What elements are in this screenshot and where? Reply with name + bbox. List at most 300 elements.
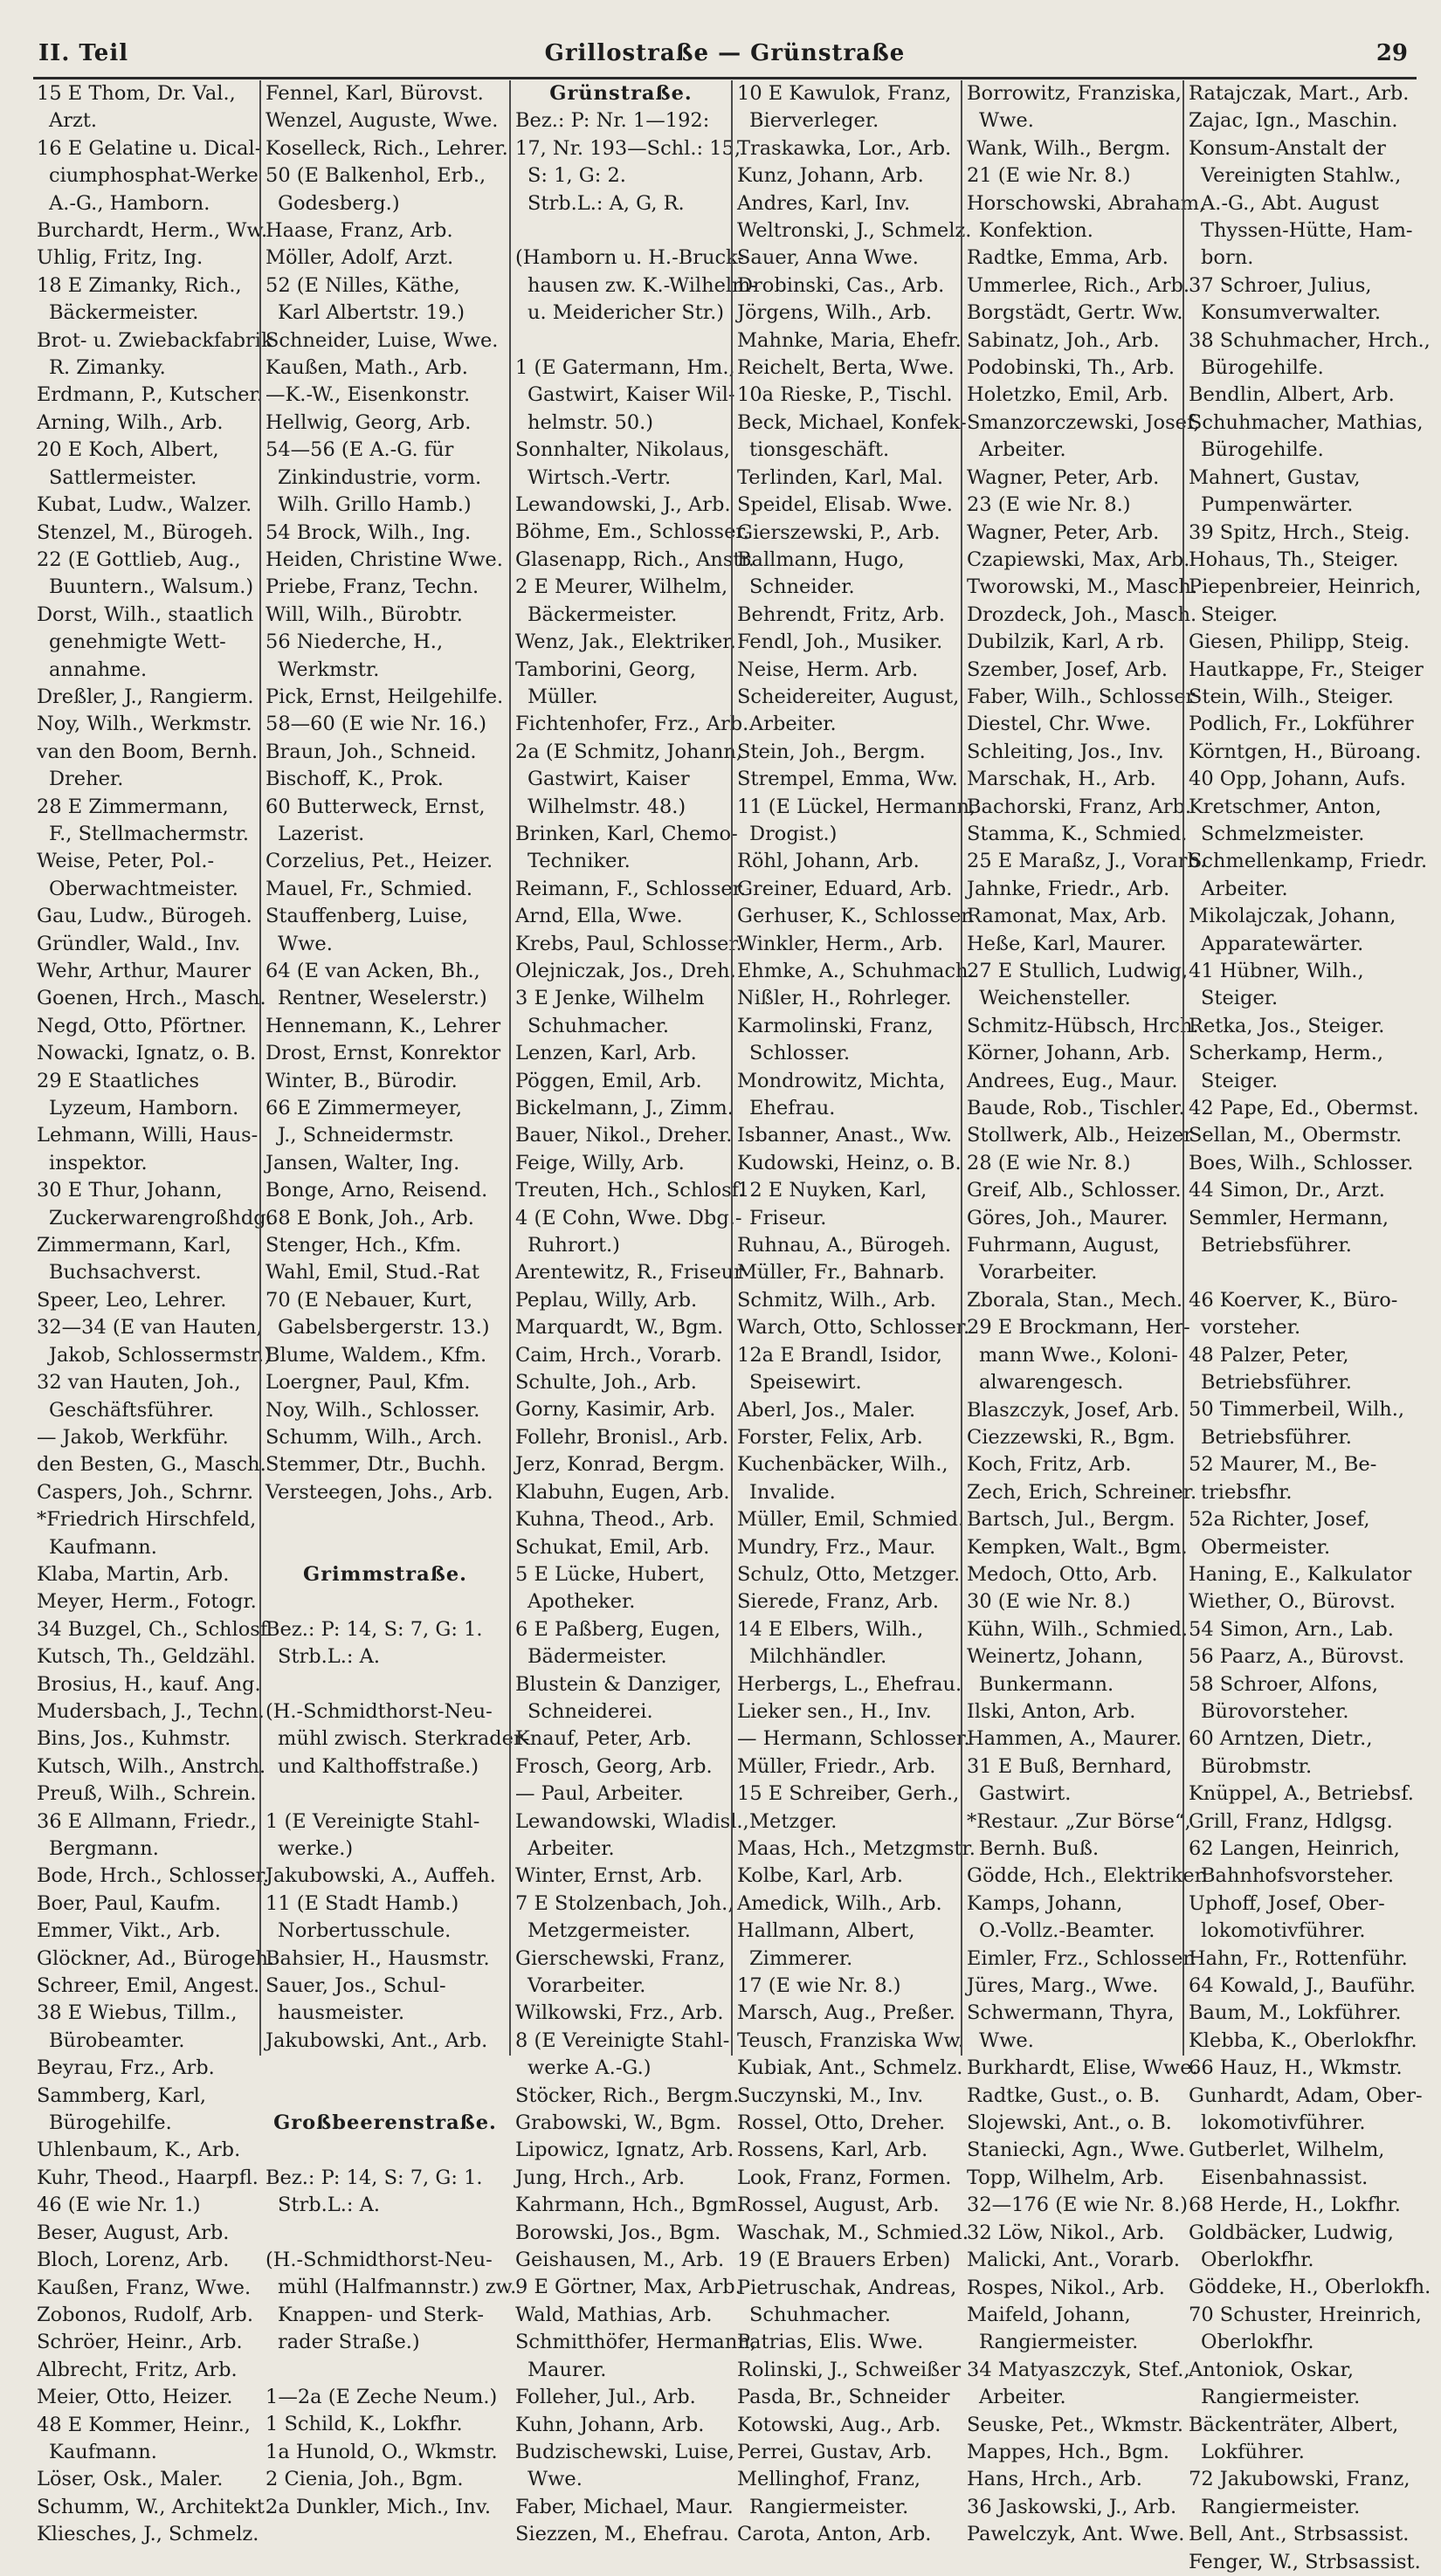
column-5 bbox=[963, 80, 1209, 2546]
directory-entry: Löser, Osk., Maler. bbox=[37, 2468, 224, 2491]
directory-entry: Rossel, Otto, Dreher. bbox=[737, 2111, 946, 2135]
directory-entry: 39 Spitz, Hrch., Steig. bbox=[1189, 520, 1410, 544]
directory-entry: Fennel, Karl, Bürovst. bbox=[265, 82, 484, 105]
directory-entry: Jörgens, Wilh., Arb. bbox=[737, 301, 933, 325]
directory-entry: 60 Arntzen, Dietr., bbox=[1189, 1727, 1373, 1751]
directory-entry: 62 Langen, Heinrich, bbox=[1189, 1836, 1400, 1860]
directory-entry: 1a Hunold, O., Wkmstr. bbox=[265, 2440, 498, 2463]
directory-entry: Gründler, Wald., Inv. bbox=[37, 932, 241, 955]
directory-entry: 18 E Zimanky, Rich., bbox=[37, 273, 242, 297]
directory-entry: genehmigte Wett- bbox=[49, 630, 226, 654]
directory-entry: Bädermeister. bbox=[527, 1645, 667, 1669]
directory-entry: 58—60 (E wie Nr. 16.) bbox=[265, 713, 487, 736]
directory-entry: Gierschewski, Franz, bbox=[515, 1946, 726, 1970]
directory-entry: Drobinski, Cas., Arb. bbox=[737, 273, 945, 297]
directory-entry: Neise, Herm. Arb. bbox=[737, 658, 919, 681]
directory-entry: Stenger, Hch., Kfm. bbox=[265, 1234, 462, 1257]
spacer bbox=[265, 1780, 505, 1808]
directory-entry: Heiden, Christine Wwe. bbox=[265, 548, 503, 571]
column-divider bbox=[731, 80, 733, 2056]
directory-entry: Möller, Adolf, Arzt. bbox=[265, 246, 454, 270]
directory-entry: Rossel, August, Arb. bbox=[737, 2194, 940, 2217]
directory-entry: Müller. bbox=[527, 685, 598, 708]
directory-entry: O.-Vollz.-Beamter. bbox=[979, 1919, 1155, 1943]
directory-entry: Priebe, Franz, Techn. bbox=[265, 575, 479, 599]
directory-entry: Treuten, Hch., Schlosf. bbox=[515, 1179, 745, 1202]
directory-entry: Pumpenwärter. bbox=[1201, 493, 1354, 517]
directory-entry: Speisewirt. bbox=[749, 1371, 862, 1395]
directory-entry: Baum, M., Lokführer. bbox=[1189, 2001, 1402, 2025]
directory-entry: Kaufmann. bbox=[49, 2440, 157, 2463]
columns-container bbox=[33, 80, 1431, 2573]
column-3 bbox=[512, 80, 758, 2546]
directory-entry: Karmolinski, Franz, bbox=[737, 1014, 934, 1037]
directory-entry: Thyssen-Hütte, Ham- bbox=[1201, 219, 1413, 243]
directory-entry: 32—34 (E van Hauten, bbox=[37, 1316, 263, 1340]
directory-entry: 42 Pape, Ed., Obermst. bbox=[1189, 1097, 1419, 1120]
directory-entry: —K.-W., Eisenkonstr. bbox=[265, 383, 471, 407]
directory-entry: Szember, Josef, Arb. bbox=[967, 658, 1169, 681]
directory-entry: Bins, Jos., Kuhmstr. bbox=[37, 1727, 231, 1751]
directory-entry: Knüppel, A., Betriebsf. bbox=[1189, 1782, 1414, 1806]
directory-entry: Semmler, Hermann, bbox=[1189, 1206, 1389, 1229]
directory-entry: Pick, Ernst, Heilgehilfe. bbox=[265, 685, 504, 708]
directory-entry: Kuhn, Johann, Arb. bbox=[515, 2413, 705, 2436]
directory-entry: Bürogehilfe. bbox=[49, 2111, 172, 2135]
directory-entry: vorsteher. bbox=[1201, 1316, 1301, 1340]
directory-entry: Ratajczak, Mart., Arb. bbox=[1189, 82, 1410, 105]
directory-entry: Klebba, K., Oberlokfhr. bbox=[1189, 2028, 1417, 2052]
directory-entry: Wenz, Jak., Elektriker. bbox=[515, 630, 736, 654]
directory-entry: Hohaus, Th., Steiger. bbox=[1189, 548, 1399, 571]
directory-entry: 9 E Görtner, Max, Arb. bbox=[515, 2276, 741, 2299]
directory-entry: Stenzel, M., Bürogeh. bbox=[37, 520, 254, 544]
directory-entry: Wehr, Arthur, Maurer bbox=[37, 960, 252, 982]
directory-entry: Ehefrau. bbox=[749, 1097, 836, 1120]
directory-entry: Slojewski, Ant., o. B. bbox=[967, 2111, 1172, 2135]
directory-entry: Bäckenträter, Albert, bbox=[1189, 2413, 1399, 2436]
street-heading: Grünstraße. bbox=[549, 82, 693, 105]
directory-entry: 37 Schroer, Julius, bbox=[1189, 273, 1372, 297]
directory-entry: Bäckermeister. bbox=[527, 603, 678, 626]
directory-entry: 2a (E Schmitz, Johann, bbox=[515, 740, 743, 763]
directory-entry: 38 E Wiebus, Tillm., bbox=[37, 2001, 238, 2025]
directory-entry: Schuhmacher. bbox=[749, 2303, 892, 2326]
directory-entry: Faber, Michael, Maur. bbox=[515, 2495, 734, 2518]
directory-entry: Karl Albertstr. 19.) bbox=[278, 301, 465, 325]
directory-entry: Bode, Hrch., Schlosser. bbox=[37, 1864, 270, 1888]
directory-entry: Weinertz, Johann, bbox=[967, 1645, 1144, 1669]
directory-entry: Stein, Wilh., Steiger. bbox=[1189, 685, 1394, 708]
directory-entry: Arbeiter. bbox=[1201, 877, 1288, 900]
directory-entry: 6 E Paßberg, Eugen, bbox=[515, 1617, 721, 1641]
street-heading: Großbeerenstraße. bbox=[273, 2111, 497, 2134]
directory-entry: Reichelt, Berta, Wwe. bbox=[737, 356, 955, 380]
directory-entry: 41 Hübner, Wilh., bbox=[1189, 960, 1364, 982]
directory-entry: mühl zwisch. Sterkrader- bbox=[278, 1727, 530, 1751]
directory-entry: Schulz, Otto, Metzger. bbox=[737, 1562, 961, 1586]
directory-entry: Pawelczyk, Ant. Wwe. bbox=[967, 2523, 1185, 2546]
directory-entry: Gorny, Kasimir, Arb. bbox=[515, 1398, 716, 1422]
directory-entry: Kutsch, Wilh., Anstrch. bbox=[37, 1754, 266, 1778]
directory-entry: Wagner, Peter, Arb. bbox=[967, 465, 1160, 489]
directory-entry: Bez.: P: 14, S: 7, G: 1. bbox=[265, 2166, 483, 2189]
directory-entry: Dreher. bbox=[49, 768, 124, 791]
directory-entry: Lewandowski, Wladisl., bbox=[515, 1809, 749, 1833]
directory-entry: Piepenbreier, Heinrich, bbox=[1189, 575, 1422, 599]
directory-entry: Maurer. bbox=[527, 2358, 607, 2381]
directory-entry: *Restaur. „Zur Börse“, bbox=[967, 1809, 1191, 1833]
directory-entry: 52 Maurer, M., Be- bbox=[1189, 1453, 1377, 1477]
directory-entry: Borgstädt, Gertr. Ww. bbox=[967, 301, 1183, 325]
column-divider bbox=[1182, 80, 1184, 2056]
directory-entry: Kotowski, Aug., Arb. bbox=[737, 2413, 941, 2436]
directory-entry: Müller, Friedr., Arb. bbox=[737, 1754, 936, 1778]
directory-entry: Bachorski, Franz, Arb. bbox=[967, 795, 1192, 818]
directory-entry: Sierede, Franz, Arb. bbox=[737, 1590, 940, 1614]
directory-entry: Caim, Hrch., Vorarb. bbox=[515, 1343, 722, 1367]
directory-entry: Müller, Emil, Schmied. bbox=[737, 1508, 965, 1532]
directory-entry: Weltronski, J., Schmelz. bbox=[737, 219, 972, 243]
directory-entry: Behrendt, Fritz, Arb. bbox=[737, 603, 945, 626]
directory-entry: Kuhna, Theod., Arb. bbox=[515, 1508, 715, 1532]
directory-entry: Lyzeum, Hamborn. bbox=[49, 1097, 239, 1120]
directory-entry: Betriebsführer. bbox=[1201, 1425, 1352, 1449]
directory-entry: 20 E Koch, Albert, bbox=[37, 438, 219, 462]
directory-entry: 70 (E Nebauer, Kurt, bbox=[265, 1288, 473, 1312]
directory-entry: Kubat, Ludw., Walzer. bbox=[37, 493, 252, 517]
directory-entry: A.-G., Abt. August bbox=[1201, 191, 1379, 215]
directory-entry: Wald, Mathias, Arb. bbox=[515, 2303, 713, 2326]
directory-entry: Czapiewski, Max, Arb. bbox=[967, 548, 1190, 571]
directory-entry: Arning, Wilh., Arb. bbox=[37, 410, 224, 434]
directory-entry: Scherkamp, Herm., bbox=[1189, 1042, 1384, 1065]
directory-entry: inspektor. bbox=[49, 1151, 148, 1174]
directory-entry: Ruhrort.) bbox=[527, 1234, 620, 1257]
directory-entry: Buuntern., Walsum.) bbox=[49, 575, 254, 599]
directory-entry: 46 Koerver, K., Büro- bbox=[1189, 1288, 1398, 1312]
directory-entry: Ramonat, Max, Arb. bbox=[967, 905, 1168, 928]
directory-entry: 64 Kowald, J., Bauführ. bbox=[1189, 1974, 1417, 1998]
spacer bbox=[265, 1588, 505, 1615]
directory-entry: Kuchenbäcker, Wilh., bbox=[737, 1453, 948, 1477]
directory-entry: Brosius, H., kauf. Ang. bbox=[37, 1672, 261, 1696]
directory-entry: Arbeiter. bbox=[979, 438, 1066, 462]
directory-entry: 68 E Bonk, Joh., Arb. bbox=[265, 1206, 474, 1229]
directory-entry: Bahnhofsvorsteher. bbox=[1201, 1864, 1395, 1888]
directory-entry: Arnd, Ella, Wwe. bbox=[515, 905, 683, 928]
directory-entry: Arzt. bbox=[49, 109, 98, 133]
directory-entry: 12 E Nuyken, Karl, bbox=[737, 1179, 927, 1202]
directory-entry: Schuhmacher. bbox=[527, 1014, 670, 1037]
directory-entry: Kamps, Johann, bbox=[967, 1891, 1123, 1915]
directory-entry: Heße, Karl, Maurer. bbox=[967, 932, 1167, 955]
directory-entry: Weise, Peter, Pol.- bbox=[37, 850, 215, 873]
directory-entry: Burkhardt, Elise, Wwe. bbox=[967, 2056, 1198, 2080]
directory-entry: Hennemann, K., Lehrer bbox=[265, 1014, 501, 1037]
directory-entry: Zborala, Stan., Mech. bbox=[967, 1288, 1183, 1312]
directory-entry: Arentewitz, R., Friseur bbox=[515, 1261, 743, 1285]
directory-entry: Ummerlee, Rich., Arb. bbox=[967, 273, 1190, 297]
directory-entry: Jakubowski, Ant., Arb. bbox=[265, 2028, 488, 2052]
directory-entry: Wagner, Peter, Arb. bbox=[967, 520, 1160, 544]
directory-entry: Radtke, Emma, Arb. bbox=[967, 246, 1169, 270]
directory-entry: Mahnke, Maria, Ehefr. bbox=[737, 328, 962, 352]
directory-entry: Forster, Felix, Arb. bbox=[737, 1425, 923, 1449]
directory-entry: Hahn, Fr., Rottenführ. bbox=[1189, 1946, 1408, 1970]
directory-entry: 36 Jaskowski, J., Arb. bbox=[967, 2495, 1177, 2518]
directory-entry: 52a Richter, Josef, bbox=[1189, 1508, 1370, 1532]
directory-entry: annahme. bbox=[49, 658, 148, 681]
directory-entry: 32—176 (E wie Nr. 8.) bbox=[967, 2194, 1189, 2217]
directory-entry: 17 (E wie Nr. 8.) bbox=[737, 1974, 901, 1998]
directory-entry: Böhme, Em., Schlosser. bbox=[515, 520, 749, 544]
directory-entry: Wilhelmstr. 48.) bbox=[527, 795, 686, 818]
directory-entry: Kunz, Johann, Arb. bbox=[737, 164, 924, 188]
directory-entry: Wilh. Grillo Hamb.) bbox=[278, 493, 472, 517]
directory-entry: Bischoff, K., Prok. bbox=[265, 768, 444, 791]
directory-entry: 48 E Kommer, Heinr., bbox=[37, 2413, 251, 2436]
directory-entry: Koselleck, Rich., Lehrer. bbox=[265, 136, 508, 160]
directory-entry: Glöckner, Ad., Bürogeh. bbox=[37, 1946, 275, 1970]
directory-entry: 5 E Lücke, Hubert, bbox=[515, 1562, 706, 1586]
directory-entry: Bauer, Nikol., Dreher. bbox=[515, 1124, 733, 1147]
directory-entry: Müller, Fr., Bahnarb. bbox=[737, 1261, 945, 1285]
directory-entry: Lokführer. bbox=[1201, 2440, 1305, 2463]
directory-entry: 2a Dunkler, Mich., Inv. bbox=[265, 2495, 491, 2518]
directory-entry: Blustein & Danziger, bbox=[515, 1672, 722, 1696]
directory-entry: Sauer, Anna Wwe. bbox=[737, 246, 919, 270]
directory-entry: Norbertusschule. bbox=[278, 1919, 452, 1943]
directory-entry: Uhlenbaum, K., Arb. bbox=[37, 2139, 241, 2162]
directory-entry: Stemmer, Dtr., Buchh. bbox=[265, 1453, 486, 1477]
directory-entry: Fenger, W., Strbsassist. bbox=[1189, 2550, 1421, 2573]
directory-entry: Hautkappe, Fr., Steiger bbox=[1189, 658, 1424, 681]
directory-entry: Retka, Jos., Steiger. bbox=[1189, 1014, 1385, 1037]
directory-entry: u. Meidericher Str.) bbox=[527, 301, 724, 325]
directory-entry: Aberl, Jos., Maler. bbox=[737, 1398, 916, 1422]
directory-entry: Arbeiter. bbox=[749, 713, 837, 736]
directory-entry: werke A.-G.) bbox=[527, 2056, 652, 2080]
directory-entry: 56 Paarz, A., Bürovst. bbox=[1189, 1645, 1405, 1669]
directory-entry: 48 Palzer, Peter, bbox=[1189, 1343, 1349, 1367]
directory-entry: Negd, Otto, Pförtner. bbox=[37, 1014, 247, 1037]
spacer bbox=[265, 1671, 505, 1698]
directory-entry: Lipowicz, Ignatz, Arb. bbox=[515, 2139, 734, 2162]
directory-entry: Maas, Hch., Metzgmstr. bbox=[737, 1837, 976, 1860]
directory-entry: Winter, B., Bürodir. bbox=[265, 1069, 458, 1092]
directory-entry: Gabelsbergerstr. 13.) bbox=[278, 1316, 490, 1340]
directory-entry: Speer, Leo, Lehrer. bbox=[37, 1288, 227, 1312]
spacer bbox=[265, 2357, 505, 2384]
directory-entry: 56 Niederche, H., bbox=[265, 630, 444, 654]
directory-entry: Rospes, Nikol., Arb. bbox=[967, 2276, 1165, 2299]
directory-entry: Kretschmer, Anton, bbox=[1189, 795, 1382, 818]
directory-entry: mann Wwe., Koloni- bbox=[979, 1343, 1178, 1367]
directory-entry: 72 Jakubowski, Franz, bbox=[1189, 2468, 1410, 2491]
directory-entry: Bürobmstr. bbox=[1201, 1754, 1313, 1778]
directory-entry: Bernh. Buß. bbox=[979, 1837, 1100, 1860]
column-divider bbox=[259, 80, 261, 2056]
directory-entry: Kahrmann, Hch., Bgm. bbox=[515, 2194, 744, 2217]
directory-entry: Metzgermeister. bbox=[527, 1919, 691, 1943]
directory-entry: Albrecht, Fritz, Arb. bbox=[37, 2358, 238, 2381]
directory-entry: Marsch, Aug., Preßer. bbox=[737, 2001, 955, 2025]
directory-entry: Dreßler, J., Rangierm. bbox=[37, 685, 254, 708]
directory-entry: Antoniok, Oskar, bbox=[1189, 2358, 1354, 2381]
directory-entry: Ilski, Anton, Arb. bbox=[967, 1699, 1136, 1723]
directory-entry: Bonge, Arno, Reisend. bbox=[265, 1179, 488, 1202]
directory-entry: Arbeiter. bbox=[979, 2386, 1066, 2409]
directory-entry: Körntgen, H., Büroang. bbox=[1189, 740, 1422, 763]
directory-entry: Ruhnau, A., Bürogeh. bbox=[737, 1234, 952, 1257]
directory-entry: 10a Rieske, P., Tischl. bbox=[737, 383, 953, 407]
directory-entry: Pasda, Br., Schneider bbox=[737, 2386, 950, 2409]
directory-entry: Lehmann, Willi, Haus- bbox=[37, 1124, 259, 1147]
directory-entry: 23 (E wie Nr. 8.) bbox=[967, 493, 1131, 517]
directory-entry: 36 E Allmann, Friedr., bbox=[37, 1809, 257, 1833]
directory-entry: Konsumverwalter. bbox=[1201, 301, 1382, 325]
directory-entry: Klabuhn, Eugen, Arb. bbox=[515, 1480, 730, 1504]
directory-entry: Wank, Wilh., Bergm. bbox=[967, 136, 1171, 160]
directory-entry: alwarengesch. bbox=[979, 1371, 1124, 1395]
directory-entry: (Hamborn u. H.-Bruck- bbox=[515, 246, 744, 270]
spacer bbox=[265, 2137, 505, 2164]
directory-entry: hausmeister. bbox=[278, 2001, 405, 2025]
directory-entry: Goenen, Hrch., Masch. bbox=[37, 987, 266, 1010]
directory-entry: Strempel, Emma, Ww. bbox=[737, 768, 958, 791]
directory-entry: 2 E Meurer, Wilhelm, bbox=[515, 575, 728, 599]
directory-entry: Göddeke, H., Oberlokfh. bbox=[1189, 2276, 1431, 2299]
directory-entry: Schröer, Heinr., Arb. bbox=[37, 2331, 243, 2354]
directory-entry: Nowacki, Ignatz, o. B. bbox=[37, 1042, 257, 1065]
directory-entry: Kühn, Wilh., Schmied. bbox=[967, 1617, 1189, 1641]
directory-entry: Schumm, Wilh., Arch. bbox=[265, 1425, 483, 1449]
column-6 bbox=[1185, 80, 1431, 2573]
directory-entry: Gastwirt. bbox=[979, 1782, 1072, 1806]
directory-entry: Beser, August, Arb. bbox=[37, 2221, 230, 2244]
directory-entry: Winkler, Herm., Arb. bbox=[737, 932, 944, 955]
directory-entry: 58 Schroer, Alfons, bbox=[1189, 1672, 1379, 1696]
directory-entry: Versteegen, Johs., Arb. bbox=[265, 1480, 493, 1504]
directory-entry: Apotheker. bbox=[527, 1590, 636, 1614]
directory-entry: J., Schneidermstr. bbox=[278, 1124, 455, 1147]
directory-entry: Fendl, Joh., Musiker. bbox=[737, 630, 943, 654]
directory-entry: Wwe. bbox=[979, 109, 1034, 133]
directory-entry: Jahnke, Friedr., Arb. bbox=[967, 877, 1170, 900]
directory-entry: 34 Matyaszczyk, Stef., bbox=[967, 2358, 1190, 2381]
directory-entry: 1 (E Vereinigte Stahl- bbox=[265, 1809, 480, 1833]
directory-entry: Wwe. bbox=[278, 932, 333, 955]
directory-entry: Amedick, Wilh., Arb. bbox=[737, 1891, 942, 1915]
directory-entry: Schulte, Joh., Arb. bbox=[515, 1371, 697, 1395]
directory-entry: S: 1, G: 2. bbox=[527, 164, 626, 188]
spacer bbox=[265, 2220, 505, 2247]
directory-entry: 15 E Schreiber, Gerh., bbox=[737, 1782, 960, 1806]
directory-entry: Mudersbach, J., Techn. bbox=[37, 1699, 265, 1723]
directory-entry: Friseur. bbox=[749, 1206, 827, 1229]
directory-entry: Zobonos, Rudolf, Arb. bbox=[37, 2303, 253, 2326]
directory-entry: Schlosser. bbox=[749, 1042, 851, 1065]
directory-entry: Konsum-Anstalt der bbox=[1189, 136, 1386, 160]
directory-entry: 10 E Kawulok, Franz, bbox=[737, 82, 952, 105]
directory-entry: Look, Franz, Formen. bbox=[737, 2166, 952, 2189]
spacer bbox=[1189, 1259, 1418, 1286]
directory-entry: van den Boom, Bernh. bbox=[37, 740, 259, 763]
directory-entry: Grill, Franz, Hdlgsg. bbox=[1189, 1809, 1393, 1833]
directory-entry: Frosch, Georg, Arb. bbox=[515, 1754, 713, 1778]
directory-entry: Boer, Paul, Kaufm. bbox=[37, 1891, 222, 1915]
directory-entry: Schmellenkamp, Friedr. bbox=[1189, 850, 1428, 873]
directory-entry: Andrees, Eug., Maur. bbox=[967, 1069, 1178, 1092]
directory-entry: Bell, Ant., Strbsassist. bbox=[1189, 2523, 1410, 2546]
directory-entry: Schukat, Emil, Arb. bbox=[515, 1535, 710, 1559]
directory-entry: Godesberg.) bbox=[278, 191, 400, 215]
directory-entry: Jüres, Marg., Wwe. bbox=[967, 1974, 1159, 1998]
directory-entry: Wiether, O., Bürovst. bbox=[1189, 1590, 1396, 1614]
directory-entry: Podlich, Fr., Lokführer bbox=[1189, 713, 1414, 736]
directory-entry: Boes, Wilh., Schlosser. bbox=[1189, 1151, 1414, 1174]
directory-entry: 1 (E Gatermann, Hm., bbox=[515, 356, 735, 380]
directory-entry: Follehr, Bronisl., Arb. bbox=[515, 1425, 728, 1449]
directory-entry: Schreer, Emil, Angest. bbox=[37, 1974, 260, 1998]
directory-entry: Burchardt, Herm., Ww. bbox=[37, 219, 268, 243]
directory-entry: Buchsachverst. bbox=[49, 1261, 202, 1285]
spacer bbox=[265, 2055, 505, 2082]
directory-entry: 14 E Elbers, Wilh., bbox=[737, 1617, 924, 1641]
directory-entry: Bierverleger. bbox=[749, 109, 879, 133]
header-rule bbox=[33, 77, 1417, 79]
directory-entry: Kutsch, Th., Geldzähl. bbox=[37, 1645, 256, 1669]
directory-entry: Mauel, Fr., Schmied. bbox=[265, 877, 473, 900]
directory-entry: 19 (E Brauers Erben) bbox=[737, 2249, 951, 2272]
directory-entry: Klaba, Martin, Arb. bbox=[37, 1562, 230, 1586]
directory-entry: Bartsch, Jul., Bergm. bbox=[967, 1508, 1176, 1532]
directory-entry: 50 (E Balkenhol, Erb., bbox=[265, 164, 486, 188]
directory-entry: helmstr. 50.) bbox=[527, 410, 654, 434]
directory-entry: Gutberlet, Wilhelm, bbox=[1189, 2139, 1385, 2162]
directory-entry: Topp, Wilhelm, Arb. bbox=[967, 2166, 1165, 2189]
directory-entry: Arbeiter. bbox=[527, 1836, 615, 1860]
directory-entry: Greif, Alb., Schlosser. bbox=[967, 1179, 1182, 1202]
directory-entry: 25 E Maraßz, J., Vorarb. bbox=[967, 850, 1207, 873]
directory-entry: Gerhuser, K., Schlosser. bbox=[737, 905, 975, 928]
directory-entry: Isbanner, Anast., Ww. bbox=[737, 1124, 953, 1147]
directory-entry: und Kalthoffstraße.) bbox=[278, 1754, 479, 1778]
directory-entry: R. Zimanky. bbox=[49, 356, 166, 380]
directory-entry: Herbergs, L., Ehefrau. bbox=[737, 1672, 962, 1696]
directory-entry: Wirtsch.-Vertr. bbox=[527, 465, 672, 489]
running-head-streets: Grillostraße — Grünstraße bbox=[544, 40, 906, 66]
directory-entry: 54—56 (E A.-G. für bbox=[265, 438, 454, 462]
directory-entry: 66 Hauz, H., Wkmstr. bbox=[1189, 2056, 1403, 2080]
directory-entry: ciumphosphat-Werke bbox=[49, 164, 259, 188]
directory-entry: — Paul, Arbeiter. bbox=[515, 1782, 684, 1806]
directory-entry: Gastwirt, Kaiser Wil- bbox=[527, 383, 735, 407]
directory-entry: 29 E Staatliches bbox=[37, 1069, 200, 1092]
directory-entry: Staniecki, Agn., Wwe. bbox=[967, 2139, 1186, 2162]
directory-entry: Bez.: P: Nr. 1—192: bbox=[515, 109, 710, 133]
directory-entry: Röhl, Johann, Arb. bbox=[737, 850, 920, 873]
directory-entry: Marschak, H., Arb. bbox=[967, 768, 1156, 791]
directory-entry: Warch, Otto, Schlosser. bbox=[737, 1316, 970, 1340]
directory-entry: triebsfhr. bbox=[1201, 1480, 1293, 1504]
directory-entry: Bickelmann, J., Zimm. bbox=[515, 1097, 734, 1119]
directory-entry: Haase, Franz, Arb. bbox=[265, 219, 453, 243]
directory-entry: Bahsier, H., Hausmstr. bbox=[265, 1946, 490, 1970]
directory-entry: Sattlermeister. bbox=[49, 465, 197, 489]
directory-entry: Kolbe, Karl, Arb. bbox=[737, 1864, 904, 1888]
